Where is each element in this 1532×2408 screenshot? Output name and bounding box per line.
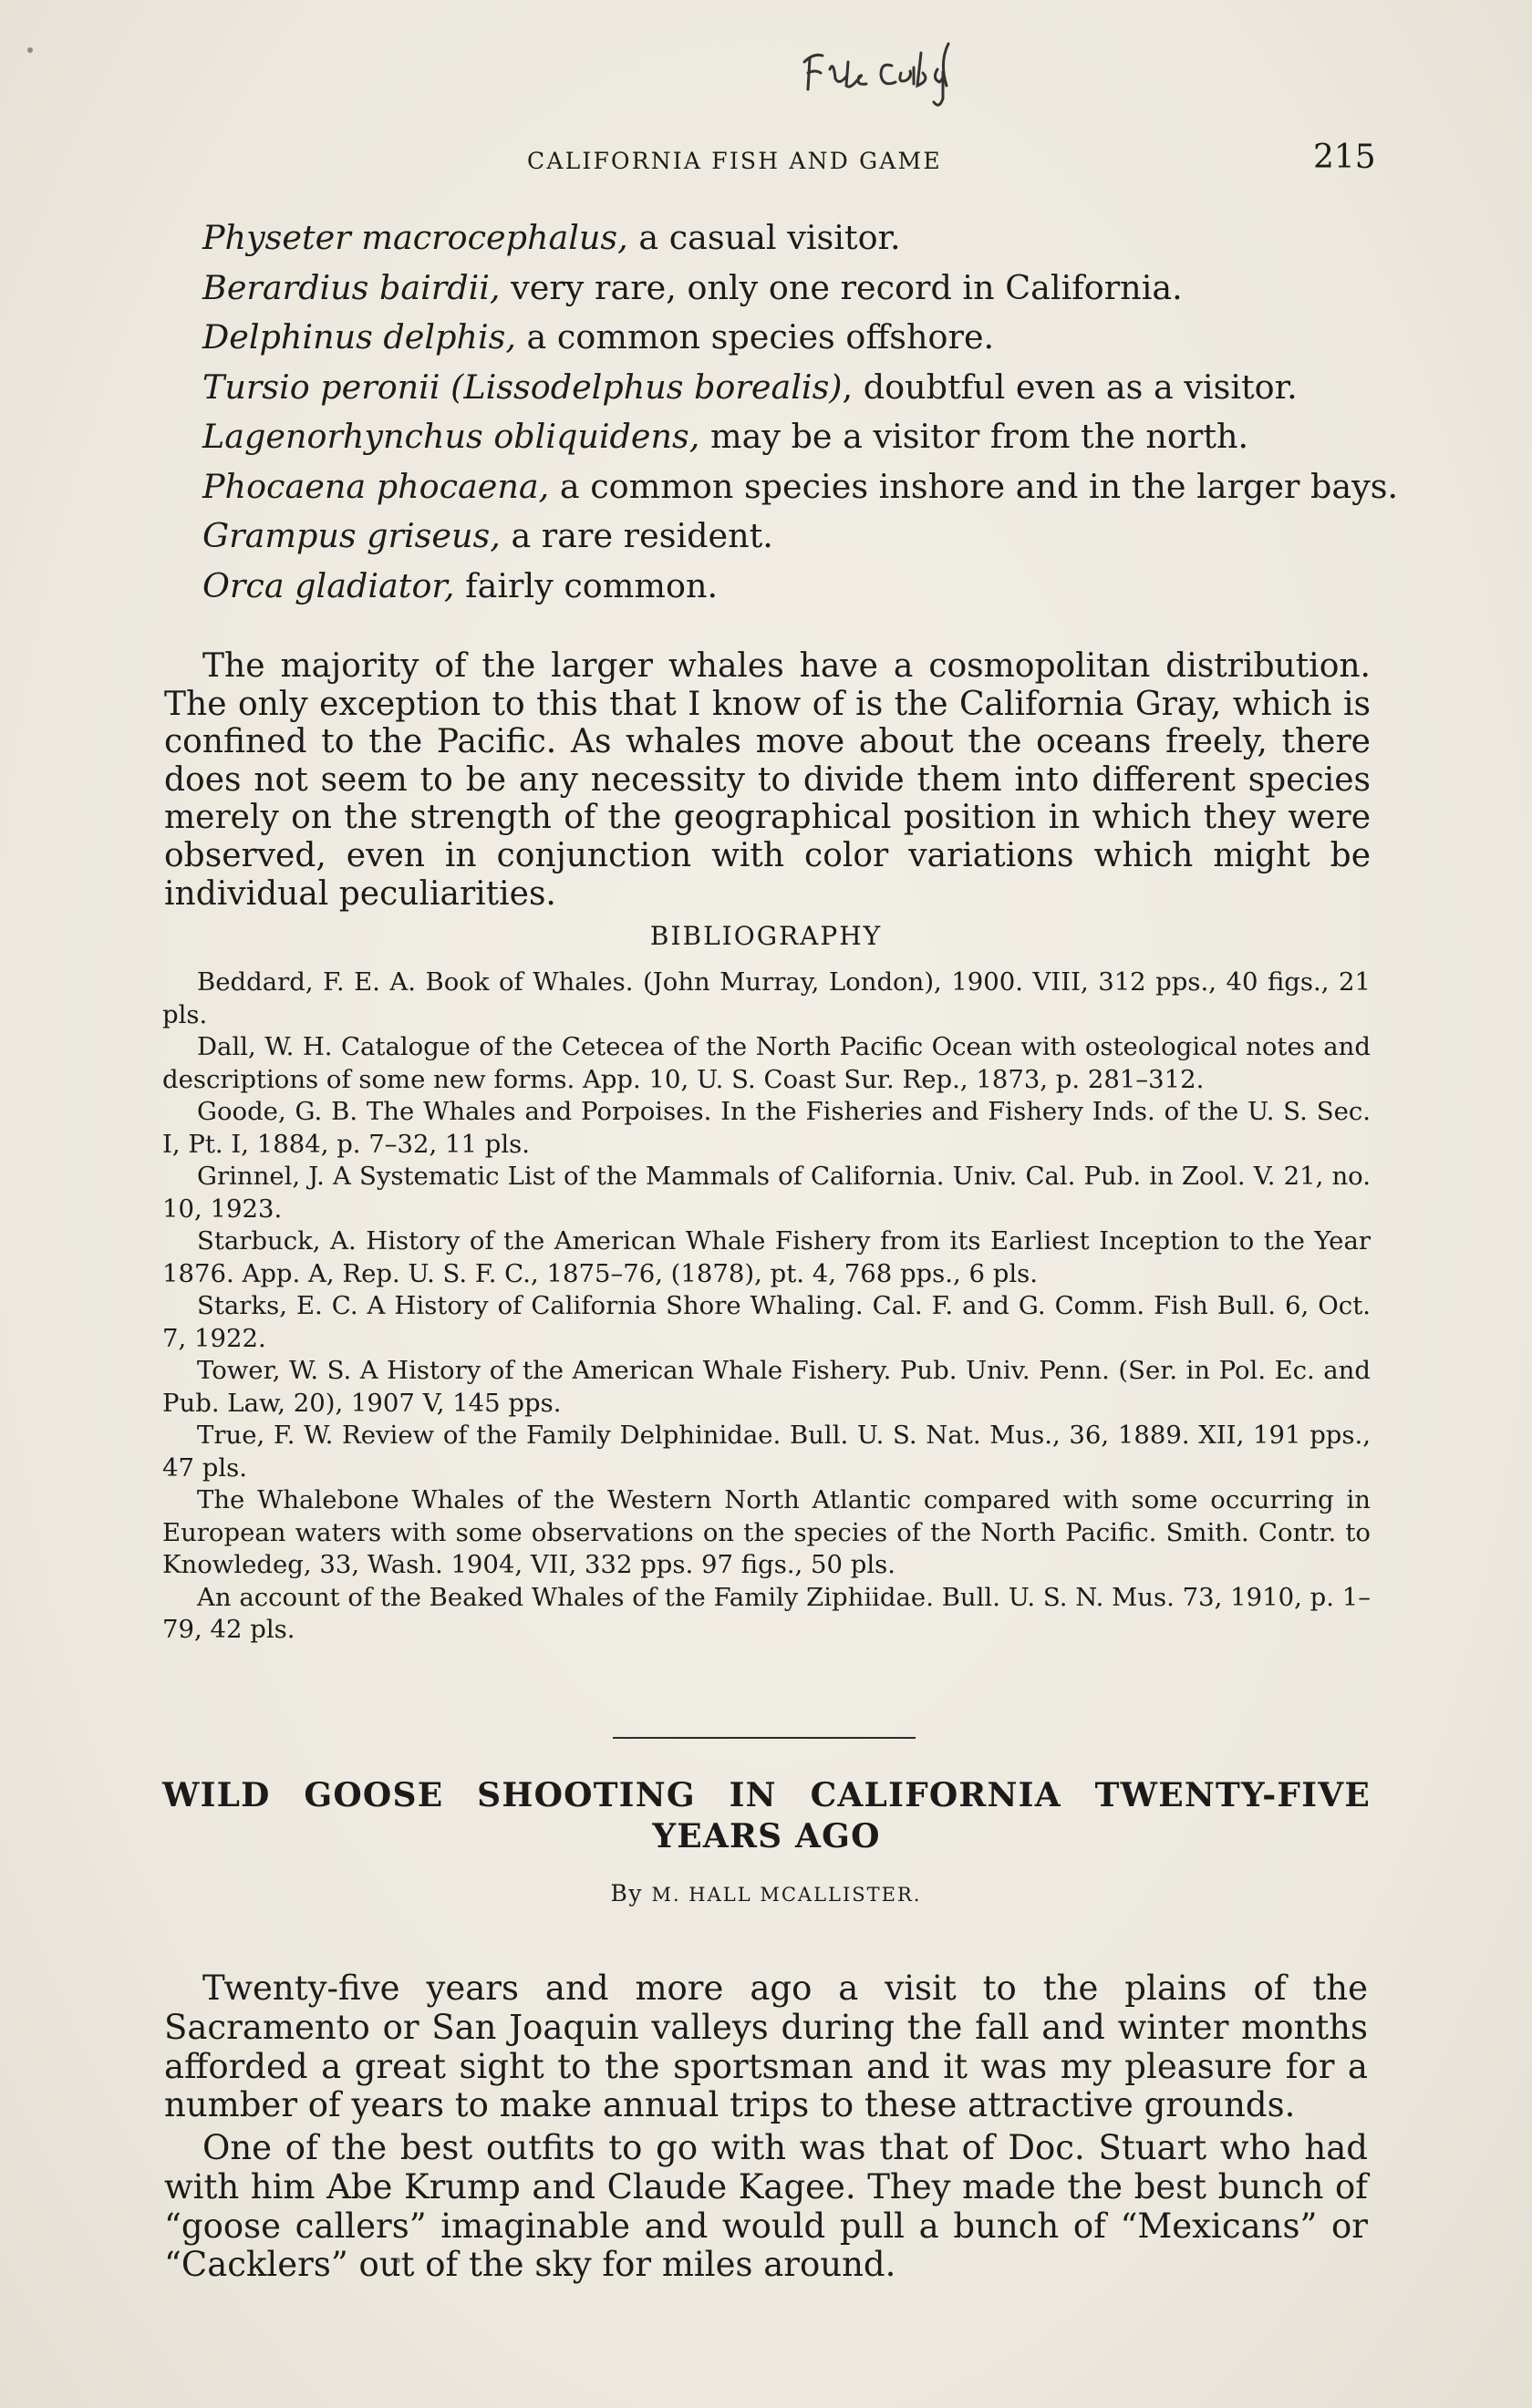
article-title-line: WILD GOOSE SHOOTING IN CALIFORNIA TWENTY-FIVE (162, 1776, 1371, 1814)
species-list (202, 213, 1399, 611)
bibliography-heading: BIBLIOGRAPHY (649, 921, 883, 951)
byline-prefix: By (610, 1880, 643, 1907)
bibliography-entry: Grinnel, J. A Systematic List of the Mammals of California. Univ. Cal. Pub. in Zool. V. 21, no. 10, 1923. (162, 1162, 1371, 1224)
species-note: , doubtful even as a visitor. (842, 367, 1298, 407)
species-note: a common species offshore. (515, 317, 995, 357)
species-name: Delphinus delphis, (202, 317, 516, 357)
bibliography-list (162, 966, 1371, 1647)
species-note: a casual visitor. (627, 218, 901, 257)
species-name: Physeter macrocephalus, (202, 218, 628, 257)
species-item (202, 562, 1379, 612)
species-item (202, 512, 1379, 562)
species-item (202, 264, 1379, 314)
bibliography-entry: Goode, G. B. The Whales and Porpoises. In the Fisheries and Fishery Inds. of the U. S. Sec. I, Pt. I, 1884, p. 7–32, 11 pls. (162, 1097, 1371, 1159)
species-name: Berardius bairdii, (202, 267, 501, 307)
article-title (162, 1775, 1371, 1857)
species-note: fairly common. (454, 565, 719, 605)
section-divider (613, 1737, 916, 1739)
bibliography-entry: Beddard, F. E. A. Book of Whales. (John Murray, London), 1900. VIII, 312 pps., 40 figs., 21 pls. (162, 967, 1371, 1029)
species-name: Orca gladiator, (202, 565, 455, 605)
bibliography-entry: Starbuck, A. History of the American Whale Fishery from its Earliest Inception to the Year 1876. App. A, Rep. U. S. F. C., 1875–76, (1878), pt. 4, 768 pps., 6 pls. (162, 1226, 1371, 1288)
article-paragraph: Twenty-five years and more ago a visit to the plains of the Sacramento or San Joaquin valleys during the fall and winter months afforded a great sight to the sportsman and it was my pleasure for a number of years to make annual trips to these attractive grounds. (164, 1969, 1368, 2125)
handwriting-scribble (793, 26, 1003, 108)
species-name: Lagenorhynchus obliquidens, (202, 417, 700, 456)
species-item (202, 213, 1379, 264)
species-note: a common species inshore and in the larger bays. (549, 466, 1399, 506)
bibliography-entry: The Whalebone Whales of the Western North Atlantic compared with some occurring in European waters with some observations on the species of the North Pacific. Smith. Contr. to Knowledeg, 33, Wash. 1904, VII, 332 pps. 97 figs., 50 pls. (162, 1485, 1371, 1579)
species-name: Tursio peronii (Lissodelphus borealis) (202, 367, 843, 407)
running-header (0, 139, 1532, 181)
bibliography-entry: An account of the Beaked Whales of the Family Ziphiidae. Bull. U. S. N. Mus. 73, 1910, p. 1–79, 42 pls. (162, 1582, 1371, 1644)
bibliography-entry: Tower, W. S. A History of the American Whale Fishery. Pub. Univ. Penn. (Ser. in Pol. Ec. and Pub. Law, 20), 1907 V, 145 pps. (162, 1356, 1371, 1418)
bibliography-entry: Starks, E. C. A History of California Shore Whaling. Cal. F. and G. Comm. Fish Bull. 6, Oct. 7, 1922. (162, 1291, 1371, 1353)
species-item (202, 412, 1379, 462)
paper-speck (27, 47, 33, 53)
species-item (202, 313, 1379, 363)
species-name: Phocaena phocaena, (202, 466, 550, 506)
species-note: very rare, only one record in California. (500, 267, 1183, 307)
page-number: 215 (1313, 139, 1376, 176)
article-byline (0, 1880, 1532, 1907)
article-paragraph: One of the best outfits to go with was that of Doc. Stuart who had with him Abe Krump and Claude Kagee. They made the best bunch of “goose callers” imaginable and would pull a bunch of “Mexicans” or “Cacklers” out of the sky for miles around. (164, 2128, 1368, 2285)
article-title-line: YEARS AGO (652, 1817, 881, 1855)
species-note: may be a visitor from the north. (699, 417, 1249, 456)
distribution-paragraph: The majority of the larger whales have a cosmopolitan distribution. The only exception to this that I know of is the California Gray, which is confined to the Pacific. As whales move about the oceans freely, there does not seem to be any necessity to divide them into different species merely on the strength of the geographical position in which they were observed, even in conjunction with color variations which might be individual peculiarities. (164, 647, 1371, 913)
species-item (202, 363, 1379, 413)
byline-author: M. HALL MCALLISTER. (651, 1884, 922, 1906)
journal-title: CALIFORNIA FISH AND GAME (527, 148, 942, 174)
species-note: a rare resident. (500, 516, 773, 555)
bibliography-entry: Dall, W. H. Catalogue of the Cetecea of the North Pacific Ocean with osteological notes and descriptions of some new forms. App. 10, U. S. Coast Sur. Rep., 1873, p. 281–312. (162, 1032, 1371, 1094)
bibliography-entry: True, F. W. Review of the Family Delphinidae. Bull. U. S. Nat. Mus., 36, 1889. XII, 191 pps., 47 pls. (162, 1421, 1371, 1483)
species-name: Grampus griseus, (202, 516, 501, 555)
handwritten-annotation (793, 26, 1003, 108)
species-item (202, 462, 1399, 512)
